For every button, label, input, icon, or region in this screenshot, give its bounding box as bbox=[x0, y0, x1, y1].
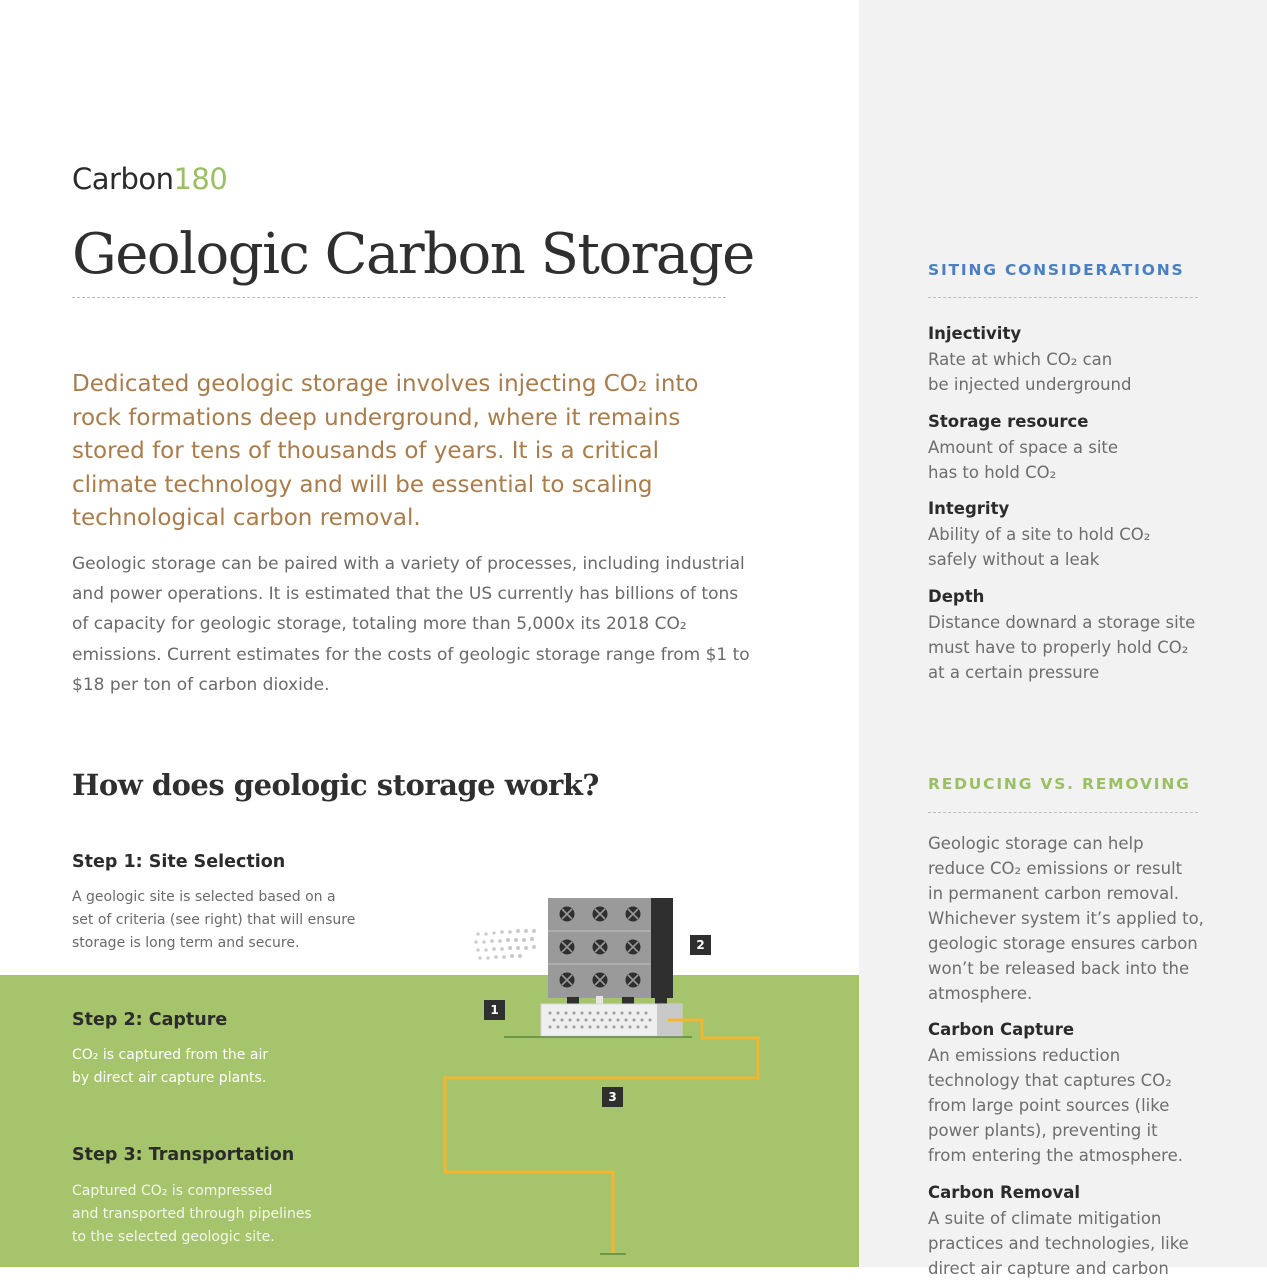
air-particles-icon bbox=[474, 929, 536, 960]
siting-def-storage-resource: Amount of space a site has to hold CO₂ bbox=[928, 438, 1119, 482]
direct-air-capture-plant-icon bbox=[504, 898, 692, 1037]
siting-considerations-heading: SITING CONSIDERATIONS bbox=[928, 261, 1185, 279]
step-3-title: Step 3: Transportation bbox=[72, 1145, 295, 1165]
term-carbon-capture: Carbon Capture bbox=[928, 1020, 1075, 1039]
term-carbon-removal: Carbon Removal bbox=[928, 1183, 1080, 1202]
siting-def-depth: Distance downard a storage site must have to properly hold CO₂ at a certain pressure bbox=[928, 613, 1196, 682]
intro-paragraph: Dedicated geologic storage involves injecting CO₂ into rock formations deep underground, where it remains stored for tens of thousands of years. It is a critical climate technology and will be essential to scaling technological carbon removal. bbox=[72, 371, 699, 531]
step-2-description: CO₂ is captured from the air by direct air capture plants. bbox=[72, 1047, 269, 1086]
siting-term-storage-resource: Storage resource bbox=[928, 412, 1089, 431]
siting-def-injectivity: Rate at which CO₂ can be injected underground bbox=[928, 350, 1132, 394]
step-3-marker: 3 bbox=[602, 1087, 623, 1107]
step-1-description: A geologic site is selected based on a set of criteria (see right) that will ensure storage is long term and secure. bbox=[72, 889, 356, 951]
step-2-marker: 2 bbox=[690, 935, 711, 955]
reducing-vs-removing-heading: REDUCING VS. REMOVING bbox=[928, 775, 1191, 793]
body-paragraph: Geologic storage can be paired with a variety of processes, including industrial and power operations. It is estimated that the US currently has billions of tons of capacity for geologic storage, totaling more than 5,000x its 2018 CO₂ emissions. Current estimates for the costs of geologic storage range from $1 to $18 per ton of carbon dioxide. bbox=[72, 554, 750, 695]
siting-term-depth: Depth bbox=[928, 587, 985, 606]
siting-term-injectivity: Injectivity bbox=[928, 324, 1022, 343]
siting-term-integrity: Integrity bbox=[928, 499, 1010, 518]
siting-divider bbox=[928, 297, 1198, 298]
reducing-intro: Geologic storage can help reduce CO₂ emissions or result in permanent carbon removal. Whichever system it’s applied to, geologic storage ensures carbon won’t be released back into the atmosphere. bbox=[928, 834, 1204, 1003]
page-title: Geologic Carbon Storage bbox=[72, 222, 754, 287]
step-1-title: Step 1: Site Selection bbox=[72, 852, 286, 872]
pipeline-icon bbox=[445, 1020, 758, 1254]
siting-def-integrity: Ability of a site to hold CO₂ safely without a leak bbox=[928, 525, 1151, 569]
carbon180-logo: Carbon180 bbox=[72, 162, 228, 196]
def-carbon-removal: A suite of climate mitigation practices and technologies, like direct air capture and carbon bbox=[928, 1209, 1189, 1278]
step-2-title: Step 2: Capture bbox=[72, 1010, 228, 1030]
step-3-description: Captured CO₂ is compressed and transported through pipelines to the selected geologic site. bbox=[72, 1183, 312, 1245]
how-heading: How does geologic storage work? bbox=[72, 768, 599, 802]
reducing-divider bbox=[928, 812, 1198, 813]
def-carbon-capture: An emissions reduction technology that captures CO₂ from large point sources (like power plants), preventing it from entering the atmosphere. bbox=[928, 1046, 1183, 1165]
step-1-marker: 1 bbox=[484, 1000, 505, 1020]
